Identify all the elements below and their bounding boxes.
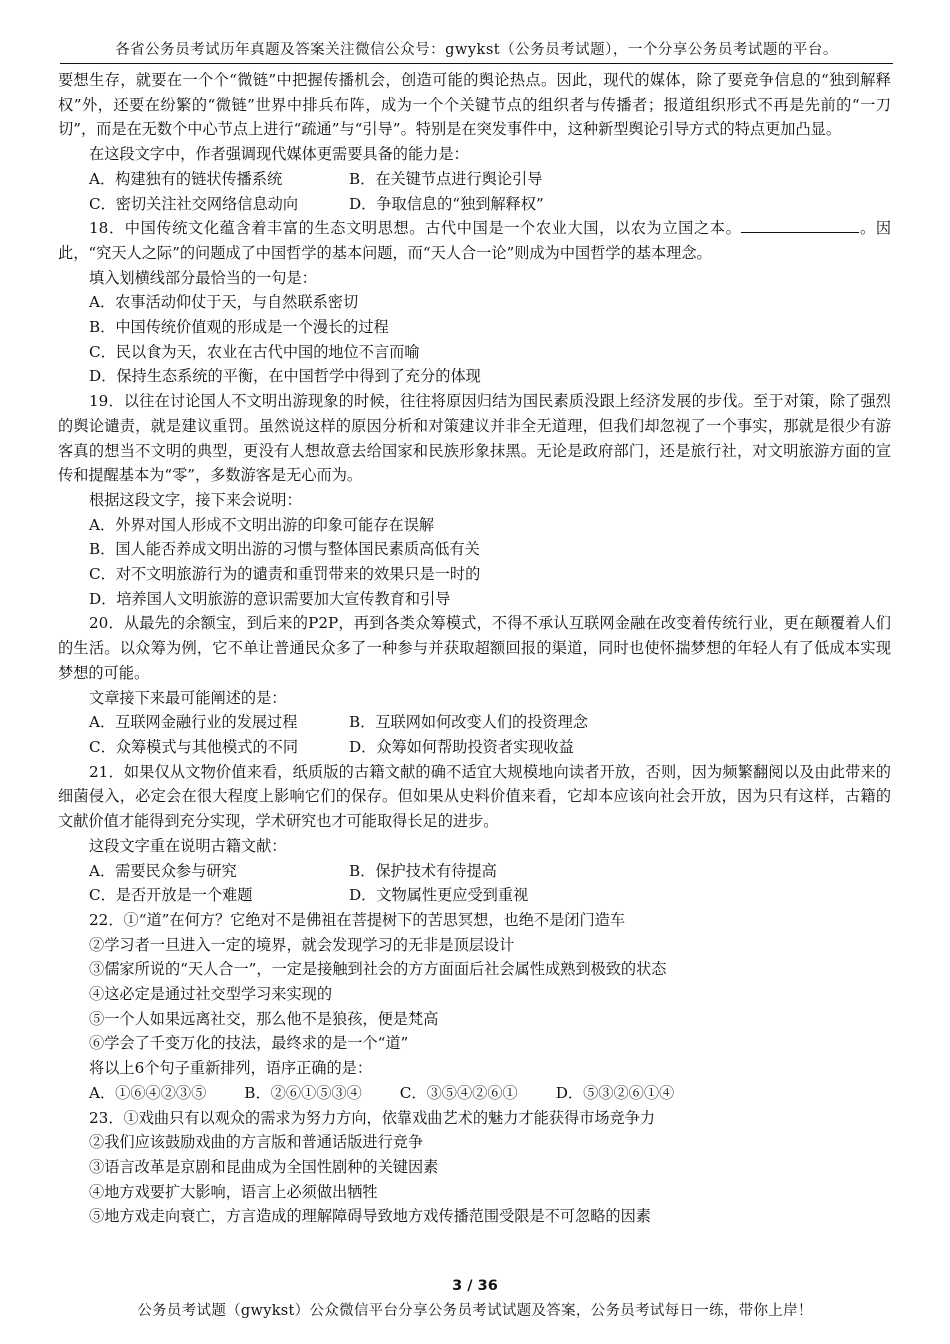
q17-options-row1	[58, 167, 891, 192]
q23-sentence-2: ②我们应该鼓励戏曲的方言版和普通话版进行竞争	[89, 1133, 424, 1152]
q18-option-a: A．农事活动仰仗于天，与自然联系密切	[89, 293, 359, 312]
q23-sentence-4: ④地方戏要扩大影响，语言上必须做出牺牲	[89, 1182, 378, 1201]
q20-options-row1	[58, 710, 891, 735]
q22-sentence-5: ⑤一个人如果远离社交，那么他不是狼孩，便是梵高	[89, 1009, 439, 1028]
q20-option-a: A．互联网金融行业的发展过程	[89, 713, 298, 732]
q19-option-d: D．培养国人文明旅游的意识需要加大宣传教育和引导	[89, 589, 451, 608]
q21-option-b: B．保护技术有待提高	[349, 861, 497, 880]
q20-options-row2	[58, 735, 891, 760]
q21-option-c: C．是否开放是一个难题	[89, 886, 253, 905]
q21-option-d: D．文物属性更应受到重视	[349, 886, 529, 905]
q18-passage	[58, 216, 891, 265]
page-footer: 公务员考试题（gwykst）公众微信平台分享公务员考试试题及答案，公务员考试每日一练，带你上岸！	[137, 1303, 813, 1319]
q23-sentence-5: ⑤地方戏走向衰亡，方言造成的理解障碍导致地方戏传播范围受限是不可忽略的因素	[89, 1207, 651, 1226]
q20-option-c: C．众筹模式与其他模式的不同	[89, 737, 299, 756]
q19-passage: 19．以往在讨论国人不文明出游现象的时候，往往将原因归结为国民素质没跟上经济发展的步伐。至于对策，除了强烈的舆论谴责，就是建议重罚。虽然说这样的原因分析和对策建议并非全无道理，但我们却忽视了一个事实，那就是很少有游客真的想当不文明的典型，更没有人想故意去给国家和民族形象抹黑。无论是政府部门，还是旅行社，对文明旅游方面的宣传和提醒基本为“零”，多数游客是无心而为。	[58, 392, 891, 485]
q18-option-c: C．民以食为天，农业在古代中国的地位不言而喻	[89, 342, 420, 361]
q23-sentence-3: ③语言改革是京剧和昆曲成为全国性剧种的关键因素	[89, 1157, 439, 1176]
q17-option-d: D．争取信息的“独到解释权”	[349, 194, 544, 213]
q22-option-c: C．③⑤④②⑥①	[399, 1083, 518, 1102]
q22-question: 将以上6个句子重新排列，语序正确的是：	[89, 1059, 373, 1078]
q22-sentence-1: 22．①“道”在何方？它绝对不是佛祖在菩提树下的苦思冥想，也绝不是闭门造车	[89, 910, 626, 929]
q22-option-d: D．⑤③②⑥①④	[555, 1083, 675, 1102]
q20-passage: 20．从最先的余额宝，到后来的P2P，再到各类众筹模式，不得不承认互联网金融在改变着传统行业，更在颠覆着人们的生活。以众筹为例，它不单让普通民众多了一种参与并获取超额回报的渠道，同时也使怀揣梦想的年轻人有了低成本实现梦想的可能。	[58, 614, 891, 682]
q17-option-c: C．密切关注社交网络信息动向	[89, 194, 299, 213]
q22-options-row	[58, 1081, 891, 1106]
q20-option-b: B．互联网如何改变人们的投资理念	[349, 713, 588, 732]
q21-options-row2	[58, 883, 891, 908]
q22-option-a: A．①⑥④②③⑤	[89, 1083, 207, 1102]
q18-text-after: 。因此，“究天人之际”的问题成了中国哲学的基本问题，而“天人合一论”则成为中国哲学的基本理念。	[58, 219, 892, 262]
page-number: 3 / 36	[452, 1278, 498, 1294]
q22-sentence-6: ⑥学会了千变万化的技法，最终求的是一个“道”	[89, 1034, 409, 1053]
q20-question: 文章接下来最可能阐述的是：	[89, 688, 287, 707]
page-header: 各省公务员考试历年真题及答案关注微信公众号：gwykst（公务员考试题），一个分享公务员考试题的平台。	[60, 38, 893, 64]
q19-question: 根据这段文字，接下来会说明：	[89, 490, 302, 509]
q21-passage: 21．如果仅从文物价值来看，纸质版的古籍文献的确不适宜大规模地向读者开放，否则，因为频繁翻阅以及由此带来的细菌侵入，必定会在很大程度上影响它们的保存。但如果从史料价值来看，它却本应该向社会开放，因为只有这样，古籍的文献价值才能得到充分实现，学术研究也才可能取得长足的进步。	[58, 762, 891, 831]
q17-passage: 要想生存，就要在一个个“微链”中把握传播机会，创造可能的舆论热点。因此，现代的媒体，除了要竞争信息的“独到解释权”外，还要在纷繁的“微链”世界中排兵布阵，成为一个个关键节点的组织者与传播者；报道组织形式不再是先前的“一刀切”，而是在无数个中心节点上进行“疏通”与“引导”。特别是在突发事件中，这种新型舆论引导方式的特点更加凸显。	[58, 71, 891, 139]
q17-options-row2	[58, 192, 891, 217]
q22-sentence-2: ②学习者一旦进入一定的境界，就会发现学习的无非是顶层设计	[89, 935, 515, 954]
q17-option-b: B．在关键节点进行舆论引导	[349, 169, 543, 188]
document-body	[58, 68, 891, 1229]
q23-sentence-1: 23．①戏曲只有以观众的需求为努力方向，依靠戏曲艺术的魅力才能获得市场竞争力	[89, 1108, 656, 1127]
q18-question: 填入划横线部分最恰当的一句是：	[89, 268, 317, 287]
q21-options-row1	[58, 859, 891, 884]
q21-question: 这段文字重在说明古籍文献：	[89, 836, 287, 855]
q21-option-a: A．需要民众参与研究	[89, 861, 237, 880]
q19-option-b: B．国人能否养成文明出游的习惯与整体国民素质高低有关	[89, 540, 480, 559]
q18-text-before: 18．中国传统文化蕴含着丰富的生态文明思想。古代中国是一个农业大国，以农为立国之本。	[89, 219, 742, 238]
q19-option-c: C．对不文明旅游行为的谴责和重罚带来的效果只是一时的	[89, 565, 481, 584]
fill-blank	[741, 218, 853, 233]
q22-sentence-4: ④这必定是通过社交型学习来实现的	[89, 985, 332, 1004]
q17-option-a: A．构建独有的链状传播系统	[89, 169, 283, 188]
q19-option-a: A．外界对国人形成不文明出游的印象可能存在误解	[89, 515, 435, 534]
q18-option-b: B．中国传统价值观的形成是一个漫长的过程	[89, 318, 389, 337]
q18-option-d: D．保持生态系统的平衡，在中国哲学中得到了充分的体现	[89, 367, 481, 386]
q22-option-b: B．②⑥①⑤③④	[244, 1083, 362, 1102]
q22-sentence-3: ③儒家所说的“天人合一”，一定是接触到社会的方方面面后社会属性成熟到极致的状态	[89, 960, 667, 979]
q20-option-d: D．众筹如何帮助投资者实现收益	[349, 737, 574, 756]
q17-question: 在这段文字中，作者强调现代媒体更需要具备的能力是：	[89, 145, 469, 164]
